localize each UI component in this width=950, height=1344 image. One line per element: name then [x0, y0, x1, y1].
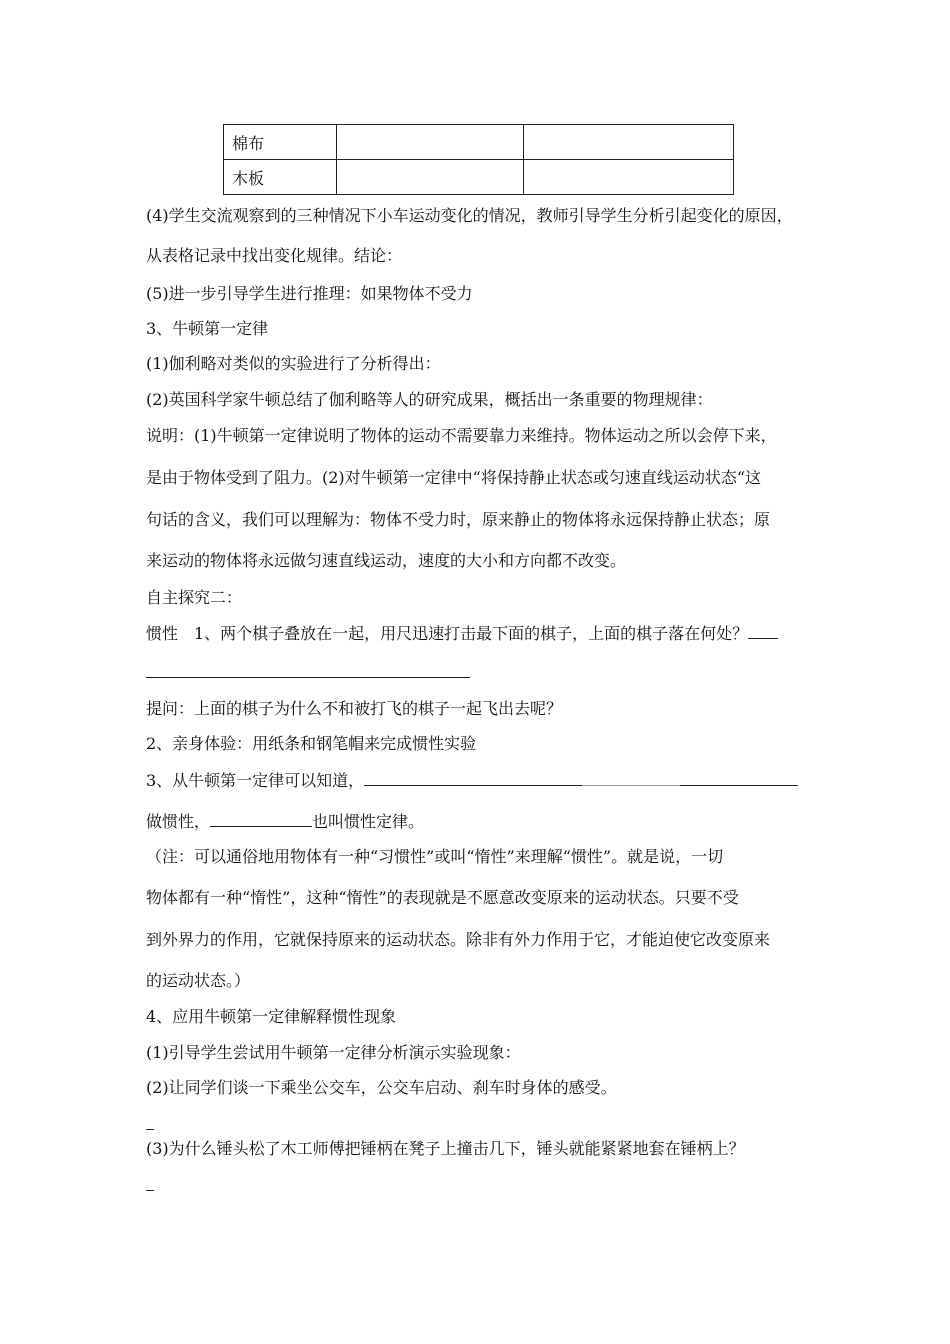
paragraph-line	[146, 769, 798, 792]
paragraph-line: 说明：(1)牛顿第一定律说明了物体的运动不需要靠力来维持。物体运动之所以会停下来，	[146, 426, 777, 445]
table-cell	[337, 160, 524, 195]
answer-blank[interactable]	[680, 769, 798, 786]
paragraph-line: (5)进一步引导学生进行推理：如果物体不受力	[146, 284, 473, 303]
paragraph-line: 从表格记录中找出变化规律。结论：	[146, 246, 403, 265]
table-cell	[524, 160, 734, 195]
paragraph-line: (3)为什么锤头松了木工师傅把锤柄在凳子上撞击几下，锤头就能紧紧地套在锤柄上？	[146, 1139, 745, 1158]
text-fragment: 做惯性，	[146, 812, 211, 831]
answer-blank[interactable]	[210, 810, 312, 827]
observation-table	[223, 124, 734, 195]
answer-blank[interactable]	[364, 769, 582, 786]
answer-blank[interactable]	[748, 622, 778, 639]
text-fragment: 也叫惯性定律。	[312, 812, 425, 831]
answer-blank[interactable]	[146, 1190, 154, 1191]
table-row	[224, 160, 734, 195]
section-heading: 4、应用牛顿第一定律解释惯性现象	[146, 1007, 397, 1026]
paragraph-line: 来运动的物体将永远做匀速直线运动，速度的大小和方向都不改变。	[146, 551, 627, 570]
paragraph-line: 到外界力的作用，它就保持原来的运动状态。除非有外力作用于它，才能迫使它改变原来	[146, 930, 771, 949]
paragraph-line: 2、亲身体验：用纸条和钢笔帽来完成惯性实验	[146, 734, 477, 753]
paragraph-line: (1)引导学生尝试用牛顿第一定律分析演示实验现象：	[146, 1043, 521, 1062]
paragraph-line: 句话的含义，我们可以理解为：物体不受力时，原来静止的物体将永远保持静止状态；原	[146, 510, 771, 529]
paragraph-line: (2)让同学们谈一下乘坐公交车，公交车启动、刹车时身体的感受。	[146, 1078, 617, 1097]
question-text: 3、从牛顿第一定律可以知道，	[146, 771, 365, 790]
paragraph-line: 是由于物体受到了阻力。(2)对牛顿第一定律中“将保持静止状态或匀速直线运动状态“这	[146, 468, 762, 487]
paragraph-line	[146, 622, 778, 645]
paragraph-line: 提问：上面的棋子为什么不和被打飞的棋子一起飞出去呢？	[146, 699, 563, 718]
question-text: 惯性 1、两个棋子叠放在一起，用尺迅速打击最下面的棋子，上面的棋子落在何处？	[146, 624, 749, 643]
paragraph-line: (2)英国科学家牛顿总结了伽利略等人的研究成果，概括出一条重要的物理规律：	[146, 390, 713, 409]
table-cell: 棉布	[224, 125, 337, 160]
paragraph-line: (4)学生交流观察到的三种情况下小车运动变化的情况，教师引导学生分析引起变化的原因，	[146, 206, 793, 225]
table-cell	[524, 125, 734, 160]
paragraph-line: 物体都有一种“惰性”，这种“惰性”的表现就是不愿意改变原来的运动状态。只要不受	[146, 888, 739, 907]
table-cell: 木板	[224, 160, 337, 195]
paragraph-line: 的运动状态。）	[146, 971, 251, 990]
section-heading: 自主探究二：	[146, 588, 243, 607]
paragraph-line	[146, 810, 424, 833]
paragraph-line: （注：可以通俗地用物体有一种“习惯性”或叫“惰性”来理解“惯性”。就是说，一切	[146, 847, 724, 866]
table-cell	[337, 125, 524, 160]
table-row	[224, 125, 734, 160]
section-heading: 3、牛顿第一定律	[146, 319, 269, 338]
paragraph-line: (1)伽利略对类似的实验进行了分析得出：	[146, 354, 441, 373]
answer-blank[interactable]	[582, 769, 680, 786]
answer-blank[interactable]	[146, 677, 470, 678]
answer-blank[interactable]	[146, 1129, 154, 1130]
